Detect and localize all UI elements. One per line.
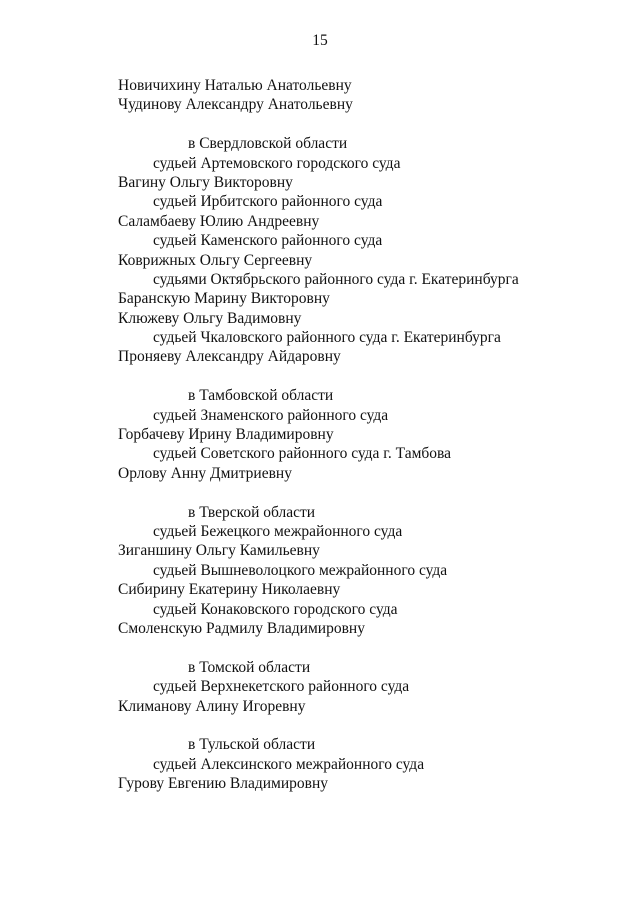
appointee-name: Зиганшину Ольгу Камильевну <box>118 542 320 560</box>
court-line: судьей Верхнекетского районного суда <box>153 678 410 696</box>
page-number: 15 <box>312 32 328 49</box>
court-line: судьей Конаковского городского суда <box>153 600 398 618</box>
section-spacer <box>118 483 618 502</box>
court-line: судьей Советского районного суда г. Тамбова <box>153 445 452 463</box>
region-heading-tula: в Тульской области <box>188 736 316 754</box>
appointee-name: Клюжеву Ольгу Вадимовну <box>118 309 302 327</box>
appointee-name: Чудинову Александру Анатольевну <box>118 96 353 114</box>
section-spacer <box>118 716 618 735</box>
court-line: судьей Каменского районного суда <box>153 232 383 250</box>
section-spacer <box>118 367 618 386</box>
court-line: судьей Алексинского межрайонного суда <box>153 755 425 773</box>
court-line: судьями Октябрьского районного суда г. Екатеринбурга <box>153 270 519 288</box>
appointee-name: Баранскую Марину Викторовну <box>118 290 330 308</box>
court-line: судьей Знаменского районного суда <box>153 406 389 424</box>
appointee-name: Саламбаеву Юлию Андреевну <box>118 212 320 230</box>
section-spacer <box>118 638 618 657</box>
appointee-name: Новичихину Наталью Анатольевну <box>118 77 352 94</box>
court-line: судьей Ирбитского районного суда <box>153 193 383 211</box>
court-line: судьей Артемовского городского суда <box>153 154 401 172</box>
region-heading-tambov: в Тамбовской области <box>188 387 334 405</box>
document-body <box>118 76 618 793</box>
region-heading-tomsk: в Томской области <box>188 658 311 676</box>
appointee-name: Орлову Анну Дмитриевну <box>118 464 292 482</box>
appointee-name: Гурову Евгению Владимировну <box>118 775 328 793</box>
appointee-name: Коврижных Ольгу Сергеевну <box>118 251 313 269</box>
court-line: судьей Бежецкого межрайонного суда <box>153 522 403 540</box>
appointee-name: Проняеву Александру Айдаровну <box>118 348 341 366</box>
appointee-name: Смоленскую Радмилу Владимировну <box>118 619 365 637</box>
appointee-name: Вагину Ольгу Викторовну <box>118 173 293 191</box>
section-spacer <box>118 115 618 134</box>
court-line: судьей Чкаловского районного суда г. Екатеринбурга <box>153 329 501 347</box>
appointee-name: Климанову Алину Игоревну <box>118 697 306 715</box>
appointee-name: Горбачеву Ирину Владимировну <box>118 426 334 444</box>
appointee-name: Сибирину Екатерину Николаевну <box>118 581 341 599</box>
region-heading-sverdlovsk: в Свердловской области <box>188 135 348 153</box>
region-heading-tver: в Тверской области <box>188 503 316 521</box>
court-line: судьей Вышневолоцкого межрайонного суда <box>153 561 448 579</box>
